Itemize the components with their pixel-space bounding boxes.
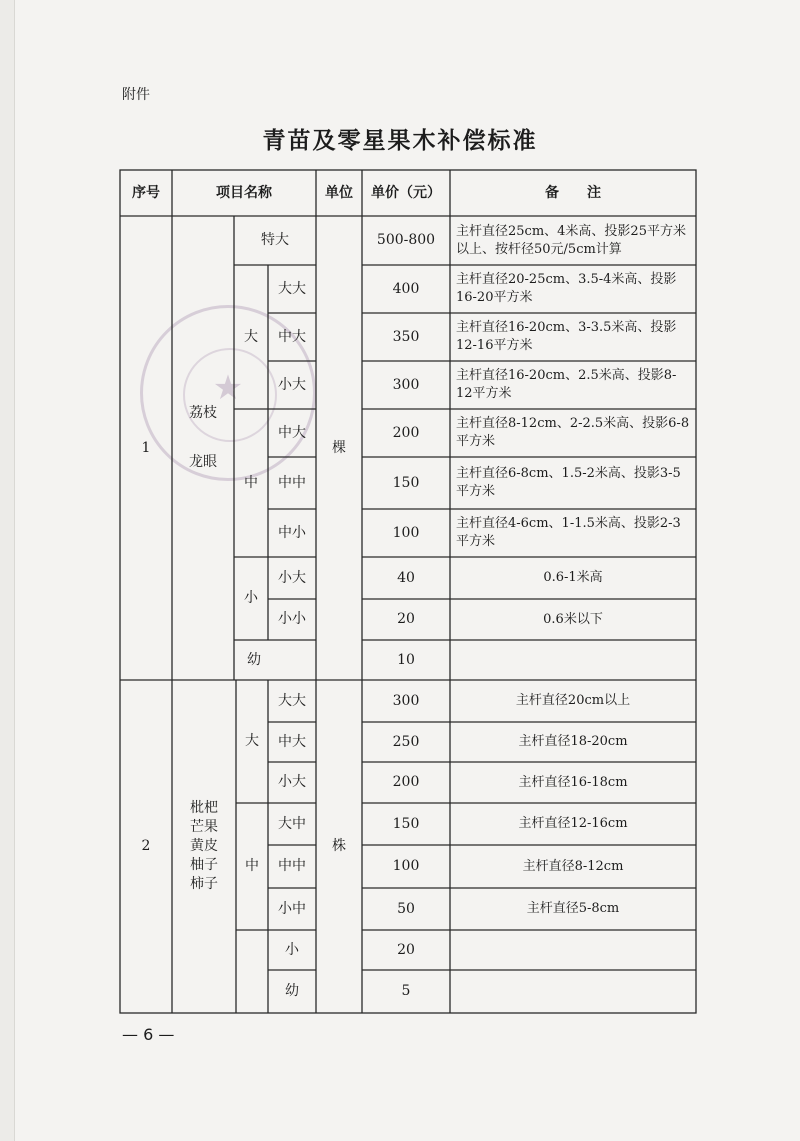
group2-name-2: 黄皮 <box>190 838 218 855</box>
g1-size-9: 幼 <box>247 651 261 668</box>
g2-note-3: 主杆直径12-16cm <box>518 816 628 832</box>
group1-cat-small: 小 <box>244 590 258 607</box>
group2-cat-medium: 中 <box>245 858 259 875</box>
g1-size-6: 中小 <box>278 524 306 541</box>
header-seq: 序号 <box>132 184 160 201</box>
group2-name-4: 柿子 <box>190 875 218 892</box>
g2-size-3: 大中 <box>278 815 306 832</box>
g1-note-9 <box>450 640 696 680</box>
g2-price-5: 50 <box>397 900 415 917</box>
group2-names <box>172 680 236 1013</box>
seal-star-icon: ★ <box>212 368 244 408</box>
g2-note-2: 主杆直径16-18cm <box>518 774 628 790</box>
g2-size-2: 小大 <box>278 774 306 791</box>
g2-note-4: 主杆直径8-12cm <box>522 858 624 874</box>
g1-size-7: 小大 <box>278 569 306 586</box>
g1-size-5: 中中 <box>278 474 306 491</box>
g1-price-6: 100 <box>392 524 420 541</box>
g2-price-1: 250 <box>392 733 420 750</box>
g1-size-4: 中大 <box>278 424 306 441</box>
g1-size-8: 小小 <box>278 611 306 628</box>
g1-note-6: 主杆直径4-6cm、1-1.5米高、投影2-3平方米 <box>456 516 681 549</box>
g1-price-8: 20 <box>397 611 415 628</box>
g2-note-0: 主杆直径20cm以上 <box>515 693 631 709</box>
header-price: 单价（元） <box>371 184 441 201</box>
g2-size-6: 小 <box>285 941 299 958</box>
g2-note-7 <box>450 970 696 1013</box>
group2-unit: 株 <box>332 838 346 855</box>
document-title: 青苗及零星果木补偿标准 <box>262 127 538 154</box>
g1-note-0: 主杆直径25cm、4米高、投影25平方米以上、按杆径50元/5cm计算 <box>456 223 686 257</box>
g1-note-2: 主杆直径16-20cm、3-3.5米高、投影12-16平方米 <box>456 320 677 353</box>
g2-size-0: 大大 <box>278 692 306 709</box>
g1-price-3: 300 <box>392 376 420 393</box>
g2-price-4: 100 <box>392 858 420 875</box>
group1-name <box>172 216 234 680</box>
header-note: 备 注 <box>545 184 601 201</box>
g2-price-0: 300 <box>392 692 420 709</box>
g1-note-7: 0.6-1米高 <box>543 570 603 586</box>
g1-size-3: 小大 <box>278 376 306 393</box>
g1-note-5: 主杆直径6-8cm、1.5-2米高、投影3-5平方米 <box>456 466 681 499</box>
g1-price-0: 500-800 <box>376 232 436 249</box>
group1-name-line2: 龙眼 <box>189 454 217 470</box>
group2-name-1: 芒果 <box>190 819 218 836</box>
g2-size-1: 中大 <box>278 733 306 750</box>
g1-price-1: 400 <box>392 280 420 297</box>
group1-cat-medium: 中 <box>244 474 258 491</box>
g1-note-4: 主杆直径8-12cm、2-2.5米高、投影6-8平方米 <box>456 416 690 449</box>
group1-name-line1: 荔枝 <box>189 405 217 422</box>
g1-note-8: 0.6米以下 <box>543 611 603 627</box>
group1-cat-large: 大 <box>244 328 258 345</box>
group2-name-0: 枇杷 <box>190 800 218 817</box>
g1-price-4: 200 <box>392 424 420 441</box>
group1-seq: 1 <box>141 439 151 456</box>
g1-size-0: 特大 <box>261 232 289 249</box>
g2-note-5: 主杆直径5-8cm <box>526 901 620 917</box>
g2-note-6 <box>450 930 696 970</box>
g2-size-4: 中中 <box>278 858 306 875</box>
group2-name-3: 柚子 <box>190 856 218 873</box>
group2-seq: 2 <box>141 838 151 855</box>
header-item: 项目名称 <box>216 184 272 201</box>
g1-price-2: 350 <box>392 328 420 345</box>
g2-note-1: 主杆直径18-20cm <box>518 734 628 750</box>
group1-unit: 棵 <box>332 439 346 456</box>
g1-price-9: 10 <box>397 651 415 668</box>
g2-price-2: 200 <box>392 774 420 791</box>
header-unit: 单位 <box>325 184 353 201</box>
group2-cat-large: 大 <box>245 733 259 750</box>
g2-price-3: 150 <box>392 815 420 832</box>
g2-price-7: 5 <box>401 983 411 1000</box>
g1-note-1: 主杆直径20-25cm、3.5-4米高、投影16-20平方米 <box>456 272 677 305</box>
g2-price-6: 20 <box>397 941 415 958</box>
g1-price-7: 40 <box>397 569 415 586</box>
g1-note-3: 主杆直径16-20cm、2.5米高、投影8-12平方米 <box>456 368 677 401</box>
g2-size-5: 小中 <box>278 900 306 917</box>
g1-size-2: 中大 <box>278 328 306 345</box>
attachment-label: 附件 <box>122 87 150 103</box>
g2-size-7: 幼 <box>285 983 299 1000</box>
page-number: — 6 — <box>122 1025 175 1044</box>
g1-size-1: 大大 <box>278 280 306 297</box>
g1-price-5: 150 <box>392 474 420 491</box>
